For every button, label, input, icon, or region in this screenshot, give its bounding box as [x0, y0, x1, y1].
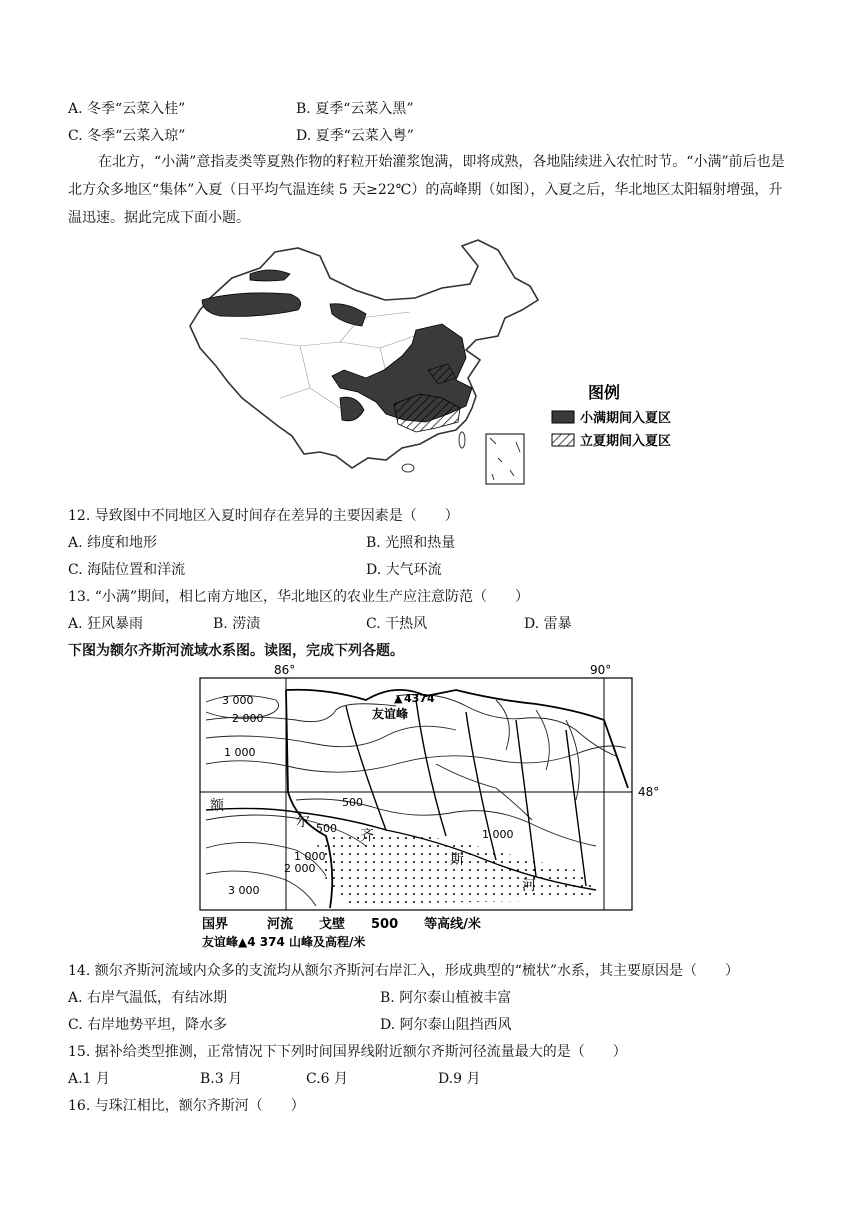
q12-option-d: D. 大气环流: [366, 562, 442, 578]
peak-marker: ▲: [394, 692, 403, 705]
lon-label-86: 86°: [274, 663, 296, 677]
q15-option-b: B.3 月: [200, 1071, 243, 1087]
q13-option-c: C. 干热风: [366, 616, 428, 632]
hainan-island: [402, 464, 414, 472]
q13-option-a: A. 狂风暴雨: [68, 616, 144, 632]
contour-label: 3 000: [228, 884, 260, 897]
map1-legend-xiaoman: 小满期间入夏区: [580, 411, 672, 426]
peak-elevation: 4374: [404, 692, 435, 705]
contour-label: 2 000: [284, 862, 316, 875]
q14-option-b: B. 阿尔泰山植被丰富: [380, 990, 512, 1006]
q11-option-a: A. 冬季“云菜入桂”: [68, 101, 186, 117]
contour-label: 500: [316, 822, 337, 835]
q14-stem: 14. 额尔齐斯河流域内众多的支流均从额尔齐斯河右岸汇入，形成典型的“梳状”水系，其主要原因是（ ）: [68, 963, 740, 979]
q14-option-c: C. 右岸地势平坦，降水多: [68, 1017, 228, 1033]
q14-option-a: A. 右岸气温低，有结冰期: [68, 990, 228, 1006]
south-china-sea-inset: [486, 434, 524, 484]
q13-stem: 13. “小满”期间，相匕南方地区，华北地区的农业生产应注意防范（ ）: [68, 589, 530, 605]
q12-option-a: A. 纬度和地形: [68, 535, 158, 551]
irtysh-basin-map: [196, 660, 676, 950]
lon-label-90: 90°: [590, 663, 612, 677]
contour-label: 2 000: [232, 712, 264, 725]
q11-option-c: C. 冬季“云菜入琼”: [68, 128, 186, 144]
map1-legend-title: 图例: [588, 383, 621, 402]
taiwan-island: [459, 432, 465, 448]
q16-stem: 16. 与珠江相比，额尔齐斯河（ ）: [68, 1098, 305, 1114]
contour-label: 1 000: [482, 828, 514, 841]
q15-stem: 15. 据补给类型推测，正常情况下下列时间国界线附近额尔齐斯河径流量最大的是（ ）: [68, 1044, 627, 1060]
map2-legend-line1: 国界 河流 戈壁 500 等高线/米: [202, 917, 481, 932]
q13-option-d: D. 雷暴: [524, 616, 572, 632]
river-char: 斯: [450, 852, 464, 868]
river-char: 尔: [296, 814, 310, 830]
q15-option-d: D.9 月: [438, 1071, 481, 1087]
contour-label: 1 000: [224, 746, 256, 759]
contour-label: 1 000: [294, 850, 326, 863]
contour-label: 3 000: [222, 694, 254, 707]
map1-legend-lixia: 立夏期间入夏区: [580, 434, 672, 449]
q13-option-b: B. 涝渍: [213, 616, 261, 632]
peak-name: 友谊峰: [372, 707, 409, 721]
lat-label-48: 48°: [638, 785, 660, 799]
q15-option-a: A.1 月: [68, 1071, 110, 1087]
passage-xiaoman: 在北方，“小满”意指麦类等夏熟作物的籽粒开始灌浆饱满，即将成熟，各地陆续进入农忙时节。“小满”前后也是北方众多地区“集体”入夏（日平均气温连续 5 天≥22℃）的高峰期（如图），入夏之后，华北地区太阳辐射增强，升温迅速。据此完成下面小题。: [68, 154, 785, 226]
q12-option-b: B. 光照和热量: [366, 535, 456, 551]
xiaoman-region-north-xinjiang: [250, 270, 290, 281]
map2-legend-line2: 友谊峰▲4 374 山峰及高程/米: [202, 935, 366, 949]
passage-irtysh: 下图为额尔齐斯河流域水系图。读图，完成下列各题。: [68, 643, 404, 659]
china-summer-onset-map: [180, 238, 710, 490]
river-char: 河: [522, 878, 536, 894]
q14-option-d: D. 阿尔泰山阻挡西风: [380, 1017, 512, 1033]
q12-stem: 12. 导致图中不同地区入夏时间存在差异的主要因素是（ ）: [68, 508, 459, 524]
river-char: 齐: [360, 828, 374, 844]
q11-option-b: B. 夏季“云菜入黑”: [296, 101, 414, 117]
q11-option-d: D. 夏季“云菜入粤”: [296, 128, 414, 144]
q15-option-c: C.6 月: [306, 1071, 349, 1087]
contour-label: 500: [342, 796, 363, 809]
river-char: 额: [210, 798, 224, 814]
q12-option-c: C. 海陆位置和洋流: [68, 562, 186, 578]
